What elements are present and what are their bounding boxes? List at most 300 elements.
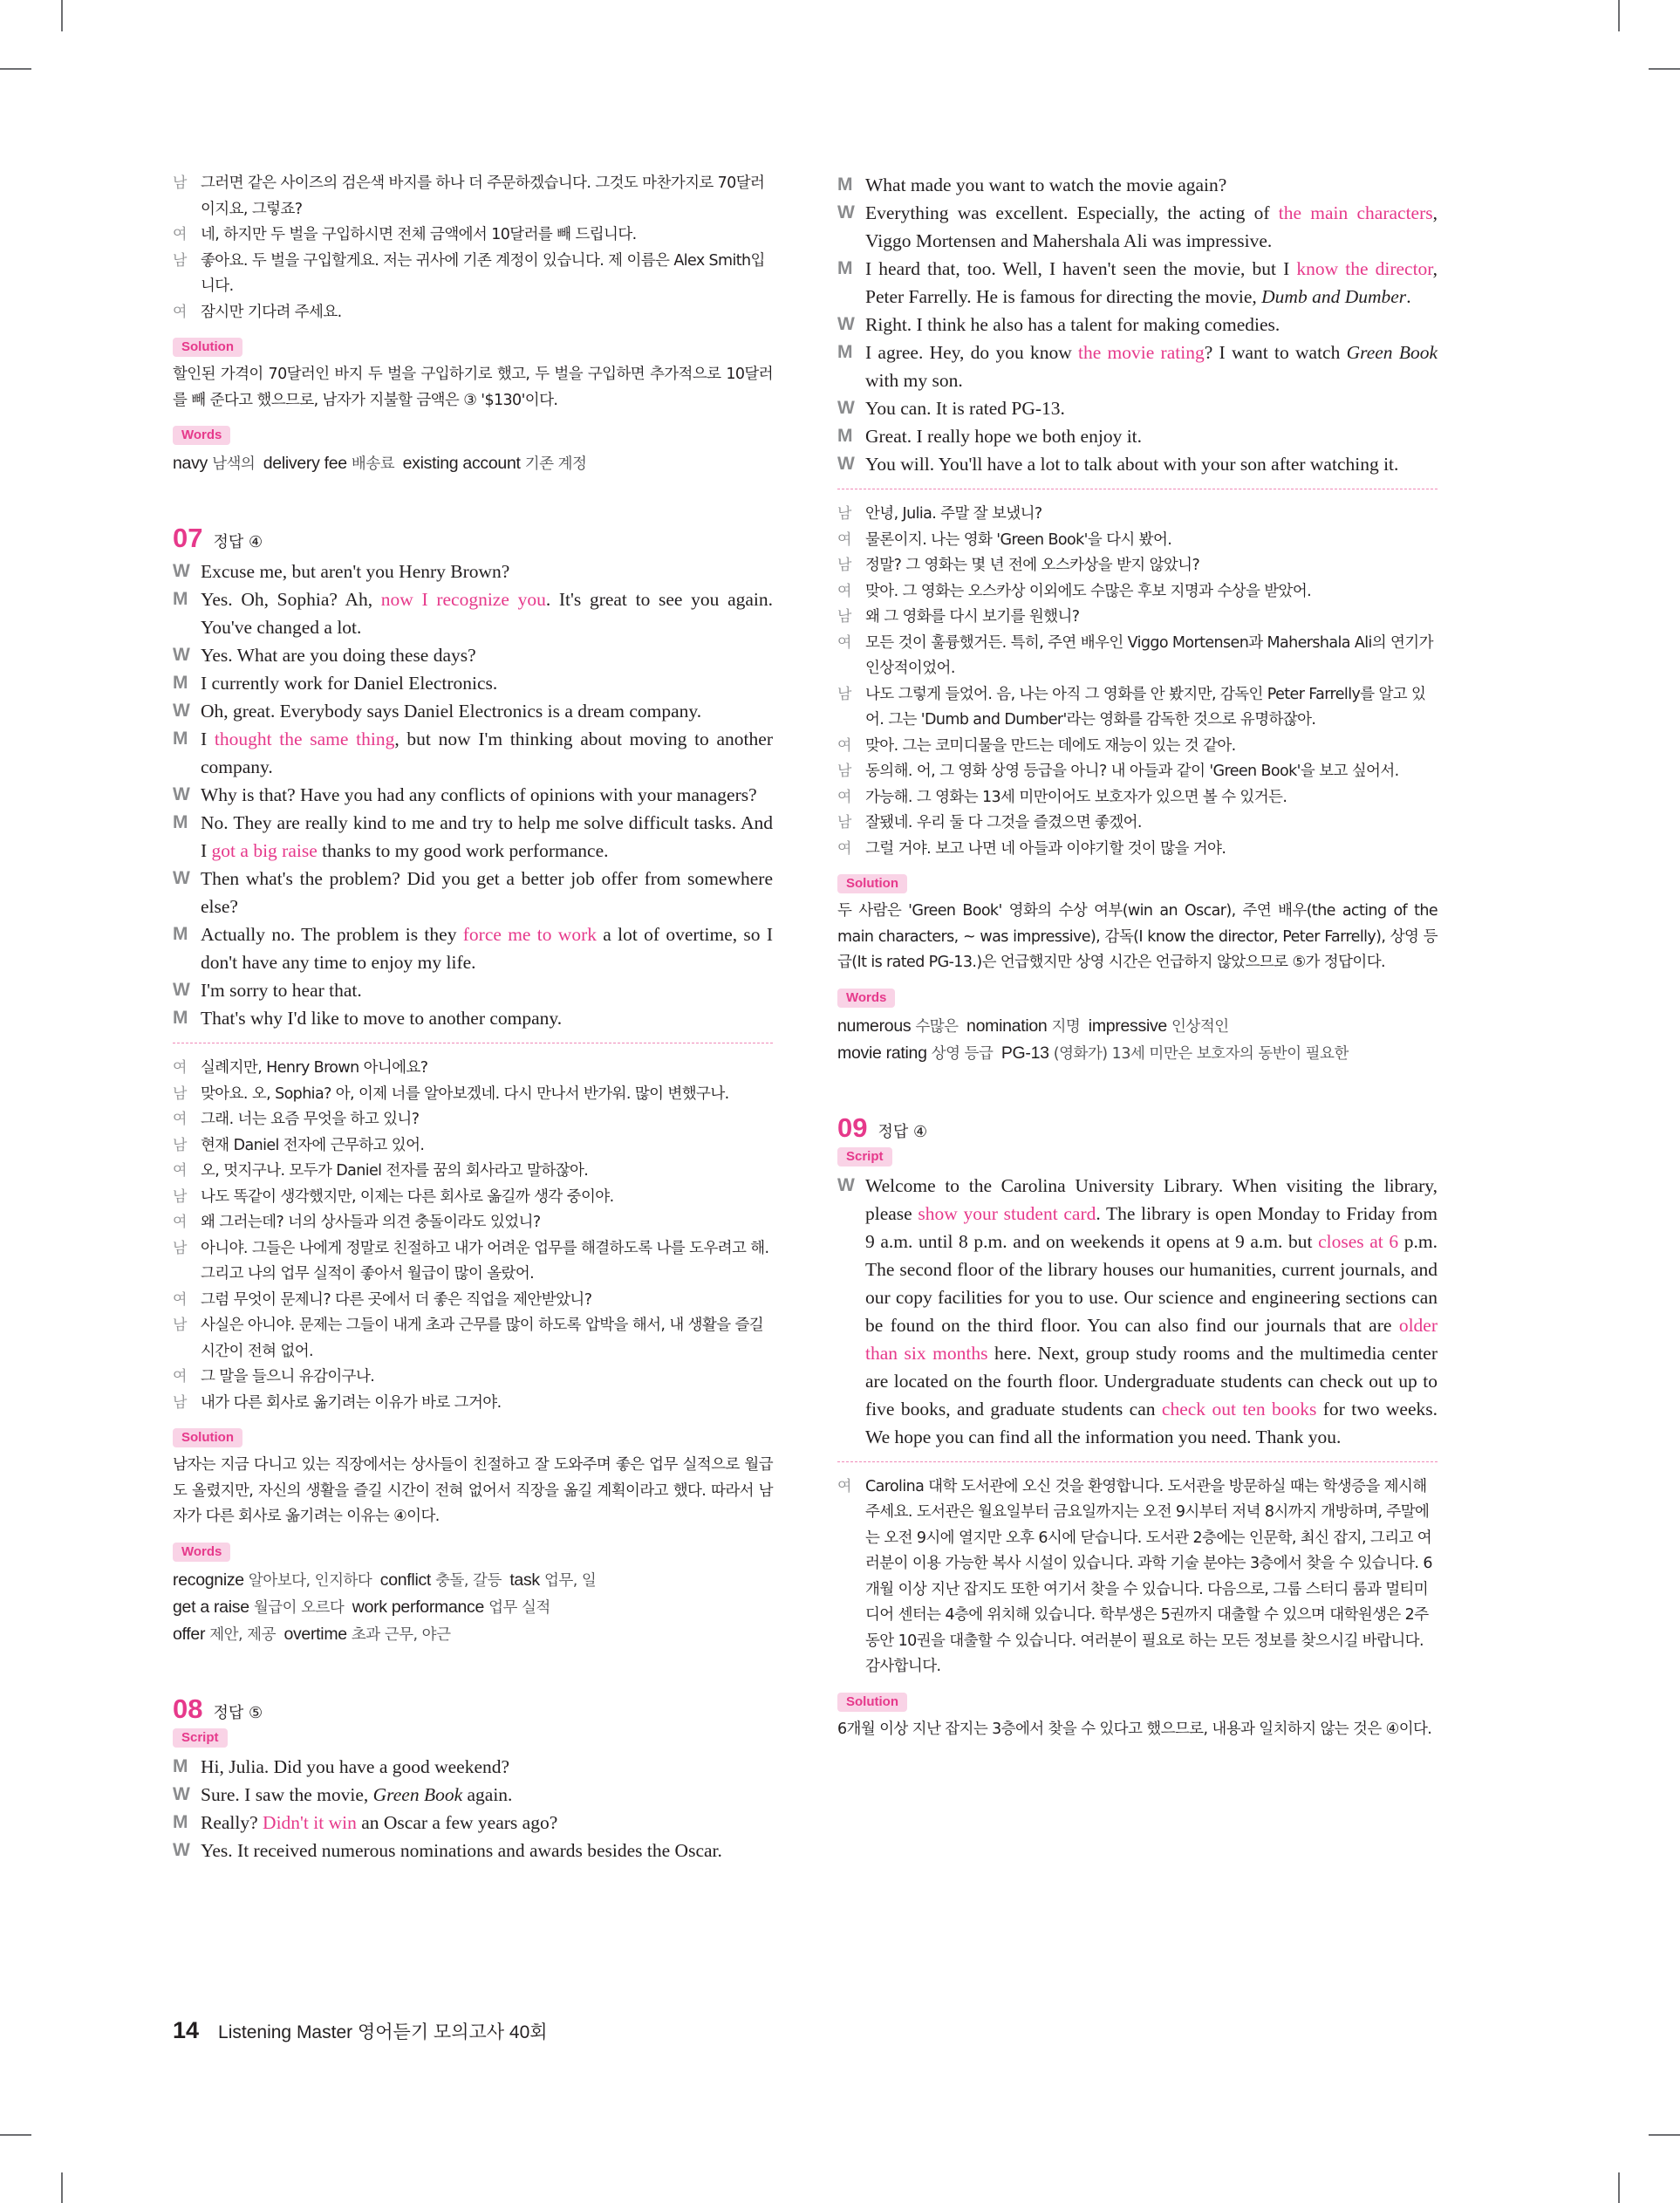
speaker-label: W — [837, 398, 855, 418]
q09-solution: 6개월 이상 지난 잡지는 3층에서 찾을 수 있다고 했으므로, 내용과 일치하지 않는 것은 ④이다. — [837, 1720, 1432, 1738]
vocab-word: existing account — [402, 454, 521, 473]
dashed-divider — [837, 1461, 1438, 1462]
line-text — [865, 255, 1438, 311]
translation-line — [173, 1107, 773, 1133]
speaker-label: M — [173, 1008, 188, 1028]
speaker-label: 여 — [173, 1214, 187, 1231]
line-text: 아니야. 그들은 나에게 정말로 친절하고 내가 어려운 업무를 해결하도록 나를 도우려고 해. 그리고 나의 업무 실적이 좋아서 월급이 많이 올랐어. — [201, 1239, 769, 1283]
line-text — [201, 725, 773, 781]
line-text: 그래. 너는 요즘 무엇을 하고 있니? — [201, 1111, 420, 1128]
solution-badge: Solution — [173, 338, 242, 357]
translation-line — [837, 734, 1438, 760]
script-line — [837, 255, 1438, 311]
q06-solution: 할인된 가격이 70달러인 바지 두 벌을 구입하기로 했고, 두 벌을 구입하면 추가적으로 10달러를 빼 준다고 했으므로, 남자가 지불할 금액은 ③ '$130'이다. — [173, 366, 773, 409]
vocab-meaning: 지명 — [1047, 1017, 1081, 1036]
q07-translation — [173, 1056, 773, 1416]
translation-line — [173, 249, 773, 300]
answer-label: 정답 ⑤ — [213, 1703, 263, 1722]
translation-line — [173, 1365, 773, 1391]
translation-line — [837, 605, 1438, 631]
line-text — [201, 920, 773, 976]
script-line — [837, 311, 1438, 339]
title-phrase: Green Book — [372, 1783, 463, 1805]
speaker-label: 여 — [837, 1477, 851, 1495]
script-line — [837, 339, 1438, 394]
vocab-word: PG-13 — [1000, 1043, 1049, 1063]
speaker-label: M — [837, 174, 853, 195]
solution-badge: Solution — [837, 874, 907, 893]
translation-line — [173, 1210, 773, 1236]
line-text: 잠시만 기다려 주세요. — [201, 303, 342, 321]
words-row — [837, 1013, 1438, 1040]
vocab-meaning: 수많은 — [911, 1017, 959, 1036]
speaker-label: 남 — [173, 1136, 187, 1154]
speaker-label: W — [173, 868, 190, 888]
speaker-label: 남 — [173, 1084, 187, 1103]
key-phrase: thought the same thing — [214, 729, 395, 749]
vocab-meaning: 업무 실적 — [484, 1598, 550, 1617]
crop-mark — [1649, 2134, 1680, 2136]
q08-words — [837, 1013, 1438, 1067]
speaker-label: 여 — [173, 303, 187, 321]
translation-line — [173, 1236, 773, 1288]
script-line — [173, 725, 773, 781]
words-row — [173, 1567, 773, 1594]
key-phrase: check out ten books — [1161, 1398, 1317, 1420]
speaker-label: 여 — [837, 633, 851, 652]
speaker-label: M — [837, 426, 853, 446]
text-run: , Viggo Mortensen and Mahershala Ali was impressive. — [865, 202, 1438, 251]
translation-line — [837, 631, 1438, 682]
script-line — [173, 585, 773, 641]
line-text — [865, 171, 1438, 199]
text-run: That's why I'd like to move to another company. — [201, 1008, 563, 1029]
script-line — [837, 171, 1438, 199]
key-phrase: got a big raise — [211, 840, 318, 861]
speaker-label: 여 — [173, 1290, 187, 1309]
line-text — [201, 1837, 773, 1864]
key-phrase: know the director — [1296, 258, 1433, 279]
text-run: Then what's the problem? Did you get a better job offer from somewhere else? — [201, 868, 773, 917]
script-line — [173, 1837, 773, 1864]
line-text — [865, 311, 1438, 339]
text-run: Right. I think he also has a talent for making comedies. — [865, 314, 1280, 335]
key-phrase: the movie rating — [1078, 342, 1205, 363]
script-line — [173, 1809, 773, 1837]
vocab-meaning: 월급이 오르다 — [249, 1598, 345, 1617]
line-text: 내가 다른 회사로 옮기려는 이유가 바로 그거야. — [201, 1393, 502, 1412]
vocab-meaning: 업무, 일 — [539, 1571, 597, 1590]
speaker-label: M — [173, 1811, 188, 1832]
line-text — [201, 697, 773, 725]
answer-label: 정답 ④ — [878, 1122, 928, 1141]
script-line — [173, 558, 773, 585]
text-run: thanks to my good work performance. — [317, 840, 609, 861]
speaker-label: 남 — [837, 608, 851, 626]
key-phrase: now I recognize you — [380, 589, 546, 610]
line-text — [201, 558, 773, 585]
words-badge: Words — [173, 426, 230, 445]
vocab-meaning: 충돌, 갈등 — [431, 1571, 502, 1590]
text-run: with my son. — [865, 370, 963, 391]
script-line — [837, 422, 1438, 450]
vocab-word: navy — [173, 454, 208, 473]
text-run: You will. You'll have a lot to talk about with your son after watching it. — [865, 454, 1399, 475]
crop-mark — [1618, 0, 1620, 31]
translation-line — [173, 171, 773, 222]
script-line — [173, 641, 773, 669]
crop-mark — [61, 2172, 63, 2203]
text-run: Excuse me, but aren't you Henry Brown? — [201, 561, 510, 582]
translation-line — [837, 579, 1438, 605]
text-run: I heard that, too. Well, I haven't seen the movie, but I — [865, 258, 1297, 279]
line-text — [201, 1809, 773, 1837]
key-phrase: Didn't it win — [263, 1811, 357, 1833]
speaker-label: 남 — [837, 557, 851, 574]
speaker-label: 여 — [837, 530, 851, 549]
speaker-label: M — [173, 729, 188, 749]
speaker-label: W — [173, 1839, 190, 1860]
speaker-label: M — [173, 924, 188, 944]
text-run: Yes. Oh, Sophia? Ah, — [201, 589, 381, 610]
vocab-word: overtime — [283, 1624, 347, 1644]
script-line — [173, 669, 773, 697]
speaker-label: 남 — [173, 174, 187, 192]
solution-badge: Solution — [173, 1428, 242, 1447]
translation-line — [837, 785, 1438, 811]
translation-line — [173, 1082, 773, 1108]
translation-line — [173, 1133, 773, 1160]
translation-line — [837, 759, 1438, 785]
translation-line — [173, 1056, 773, 1082]
q08-header — [173, 1692, 773, 1727]
title-phrase: Green Book — [1346, 342, 1438, 363]
line-text: 잘됐네. 우리 둘 다 그것을 즐겼으면 좋겠어. — [865, 814, 1142, 831]
text-run: Sure. I saw the movie, — [201, 1783, 373, 1805]
speaker-label: W — [837, 314, 855, 334]
vocab-word: delivery fee — [263, 454, 347, 473]
speaker-label: 여 — [173, 1111, 187, 1128]
text-run: Why is that? Have you had any conflicts of opinions with your managers? — [201, 784, 757, 805]
speaker-label: W — [173, 645, 190, 665]
line-text: 좋아요. 두 벌을 구입할게요. 저는 귀사에 기존 계정이 있습니다. 제 이름은 Alex Smith입니다. — [201, 251, 765, 295]
vocab-meaning: 배송료 — [346, 455, 395, 473]
page-number: 14 — [173, 2017, 200, 2043]
question-number: 09 — [837, 1112, 868, 1143]
q06-words — [173, 450, 773, 477]
speaker-label: 남 — [173, 251, 187, 270]
solution-badge: Solution — [837, 1693, 907, 1712]
title-phrase: Dumb and Dumber — [1261, 286, 1407, 307]
vocab-meaning: 초과 근무, 야근 — [346, 1625, 451, 1644]
line-text: 나도 그렇게 들었어. 음, 나는 아직 그 영화를 안 봤지만, 감독인 Peter Farrelly를 알고 있어. 그는 'Dumb and Dumber'라는 영화를 감독한 것으로 유명하잖아. — [865, 685, 1426, 729]
text-run: Great. I really hope we both enjoy it. — [865, 426, 1143, 447]
crop-mark — [1618, 2172, 1620, 2203]
crop-mark — [0, 68, 31, 70]
text-run: . It's great to see you again. You've changed a lot. — [201, 589, 774, 638]
speaker-label: M — [173, 812, 188, 832]
q08-script — [173, 1753, 773, 1864]
line-text: 실례지만, Henry Brown 아니에요? — [201, 1059, 428, 1077]
speaker-label: 남 — [837, 814, 851, 831]
script-line — [173, 781, 773, 809]
line-text: 그럼 무엇이 문제니? 다른 곳에서 더 좋은 직업을 제안받았니? — [201, 1290, 592, 1309]
text-run: I — [201, 729, 215, 749]
line-text: 물론이지. 나는 영화 'Green Book'을 다시 봤어. — [865, 530, 1172, 549]
speaker-label: W — [837, 202, 855, 222]
translation-line — [173, 1159, 773, 1185]
text-run: Yes. It received numerous nominations and awards besides the Oscar. — [201, 1839, 722, 1861]
speaker-label: 남 — [173, 1317, 187, 1334]
speaker-label: M — [837, 258, 853, 278]
line-text: 사실은 아니야. 문제는 그들이 내게 초과 근무를 많이 하도록 압박을 해서, 내 생활을 즐길 시간이 전혀 없어. — [201, 1317, 764, 1360]
speaker-label: M — [173, 673, 188, 693]
script-line — [837, 450, 1438, 478]
script-line — [173, 865, 773, 920]
speaker-label: M — [837, 342, 853, 362]
speaker-label: M — [173, 589, 188, 609]
page-footer — [173, 2017, 548, 2044]
line-text — [201, 1004, 773, 1032]
vocab-word: numerous — [837, 1016, 912, 1036]
text-run: What made you want to watch the movie again? — [865, 174, 1227, 195]
speaker-label: W — [173, 980, 190, 1000]
text-run: Everything was excellent. Especially, the acting of — [865, 202, 1279, 223]
text-run: . — [1406, 286, 1411, 307]
translation-line — [837, 1474, 1438, 1680]
line-text: 그러면 같은 사이즈의 검은색 바지를 하나 더 주문하겠습니다. 그것도 마찬가지로 70달러이지요, 그렇죠? — [201, 174, 765, 218]
line-text: 맞아. 그는 코미디물을 만드는 데에도 재능이 있는 것 같아. — [865, 736, 1236, 755]
line-text: Carolina 대학 도서관에 오신 것을 환영합니다. 도서관을 방문하실 때는 학생증을 제시해 주세요. 도서관은 월요일부터 금요일까지는 오전 9시부터 저녁 8시까지 개방하며, 주말에는 오전 9시에 열지만 오후 6시에 닫습니다. 도서관 2층에는 인문학, 최신 잡지, 그리고 여러분이 이용 가능한 복사 시설이 있습니다. 과학 기술 분야는 3층에서 찾을 수 있습니다. 6개월 이상 지난 잡지도 또한 여기서 찾을 수 있습니다. 다음으로, 그룹 스터디 룸과 멀티미디어 센터는 4층에 위치해 있습니다. 학부생은 5권까지 대출할 수 있으며 대학원생은 2주 동안 10권을 대출할 수 있습니다. 여러분이 필요로 하는 모든 정보를 찾으시길 바랍니다. 감사합니다. — [865, 1477, 1432, 1675]
line-text: 왜 그 영화를 다시 보기를 원했니? — [865, 608, 1080, 626]
key-phrase: force me to work — [462, 924, 597, 945]
speaker-label: 여 — [173, 1368, 187, 1385]
vocab-meaning: 기존 계정 — [520, 455, 587, 473]
line-text — [865, 199, 1438, 255]
line-text: 안녕, Julia. 주말 잘 보냈니? — [865, 505, 1042, 523]
vocab-word: offer — [173, 1624, 206, 1644]
question-number: 07 — [173, 523, 203, 553]
speaker-label: 남 — [837, 685, 851, 703]
line-text — [201, 1781, 773, 1809]
words-row — [837, 1040, 1438, 1067]
crop-mark — [61, 0, 63, 31]
translation-line — [173, 1288, 773, 1314]
line-text — [201, 865, 773, 920]
speaker-label: 남 — [837, 505, 851, 523]
translation-line — [173, 1391, 773, 1417]
script-line — [173, 920, 773, 976]
text-run: I'm sorry to hear that. — [201, 980, 362, 1001]
vocab-meaning: 알아보다, 인지하다 — [243, 1571, 372, 1590]
speaker-label: 여 — [837, 839, 851, 858]
text-run: p.m. The second floor of the library houses our humanities, current journals, and our copy facilities for you to use. Our science and engineering sections can be found on the third floor. You can also find our journals that are — [865, 1230, 1438, 1336]
script-badge: Script — [173, 1728, 228, 1748]
line-text: 네, 하지만 두 벌을 구입하시면 전체 금액에서 10달러를 빼 드립니다. — [201, 226, 637, 243]
answer-label: 정답 ④ — [213, 533, 263, 551]
q07-words — [173, 1567, 773, 1648]
translation-line — [173, 1185, 773, 1211]
left-column — [173, 171, 773, 1864]
speaker-label: 여 — [173, 226, 187, 243]
script-line — [837, 1172, 1438, 1451]
text-run: I agree. Hey, do you know — [865, 342, 1079, 363]
text-run: a lot of overtime, so I don't have any time to enjoy my life. — [201, 924, 773, 973]
vocab-word: nomination — [966, 1016, 1048, 1036]
q08-translation — [837, 502, 1438, 862]
q09-header — [837, 1111, 1438, 1146]
line-text: 나도 똑같이 생각했지만, 이제는 다른 회사로 옮길까 생각 중이야. — [201, 1187, 614, 1206]
line-text: 가능해. 그 영화는 13세 미만이어도 보호자가 있으면 볼 수 있거든. — [865, 788, 1287, 806]
q07-header — [173, 521, 773, 556]
text-run: Yes. What are you doing these days? — [201, 645, 476, 666]
line-text: 정말? 그 영화는 몇 년 전에 오스카상을 받지 않았니? — [865, 557, 1200, 574]
text-run: I currently work for Daniel Electronics. — [201, 673, 498, 694]
vocab-word: conflict — [379, 1570, 432, 1590]
text-run: , Peter Farrelly. He is famous for directing the movie, — [865, 258, 1438, 307]
line-text: 현재 Daniel 전자에 근무하고 있어. — [201, 1136, 425, 1154]
key-phrase: older than six months — [865, 1314, 1438, 1364]
q08-script-continued — [837, 171, 1438, 478]
words-row — [173, 450, 773, 477]
line-text: 오, 멋지구나. 모두가 Daniel 전자를 꿈의 회사라고 말하잖아. — [201, 1162, 589, 1180]
speaker-label: 여 — [837, 736, 851, 755]
script-line — [173, 1781, 773, 1809]
text-run: Really? — [201, 1811, 263, 1833]
key-phrase: the main characters — [1278, 202, 1433, 223]
text-run: Oh, great. Everybody says Daniel Electronics is a dream company. — [201, 701, 702, 722]
vocab-word: work performance — [352, 1597, 485, 1617]
translation-line — [837, 682, 1438, 734]
speaker-label: 남 — [173, 1187, 187, 1206]
script-line — [173, 976, 773, 1004]
vocab-meaning: (영화가) 13세 미만은 보호자의 동반이 필요한 — [1048, 1044, 1349, 1063]
speaker-label: W — [837, 1174, 855, 1195]
translation-line — [837, 553, 1438, 579]
speaker-label: 여 — [173, 1162, 187, 1180]
translation-line — [837, 837, 1438, 863]
vocab-word: get a raise — [173, 1597, 249, 1617]
speaker-label: W — [173, 784, 190, 804]
text-run: again. — [462, 1783, 513, 1805]
key-phrase: closes at 6 — [1318, 1230, 1399, 1252]
vocab-meaning: 상영 등급 — [926, 1044, 994, 1063]
script-line — [837, 394, 1438, 422]
q08-solution: 두 사람은 'Green Book' 영화의 수상 여부(win an Oscar), 주연 배우(the acting of the main characters, ~ was impressive), 감독(I know the director, Peter Farrelly), 상영 등급(It is rated PG-13.)은 언급했지만 상영 시간은 언급하지 않았으므로 ⑤가 정답이다. — [837, 902, 1438, 971]
text-run: ? I want to watch — [1204, 342, 1347, 363]
vocab-meaning: 남색의 — [208, 455, 256, 473]
translation-line — [837, 811, 1438, 837]
q09-script — [837, 1172, 1438, 1451]
line-text — [201, 781, 773, 809]
text-run: No. They are really kind to me and try to help me solve difficult tasks. And I — [201, 812, 773, 861]
speaker-label: 여 — [173, 1059, 187, 1077]
q07-script — [173, 558, 773, 1032]
text-run: . The library is open Monday to Friday from 9 a.m. until 8 p.m. and on weekends it opens at 9 a.m. but — [865, 1202, 1438, 1252]
vocab-meaning: 인상적인 — [1166, 1017, 1229, 1036]
speaker-label: 남 — [837, 763, 851, 780]
translation-line — [837, 502, 1438, 528]
words-badge: Words — [173, 1543, 230, 1562]
speaker-label: W — [837, 454, 855, 474]
words-badge: Words — [837, 989, 895, 1008]
text-run: You can. It is rated PG-13. — [865, 398, 1065, 419]
crop-mark — [1649, 68, 1680, 70]
right-column — [837, 171, 1438, 1742]
line-text — [201, 976, 773, 1004]
key-phrase: show your student card — [918, 1202, 1096, 1224]
line-text — [865, 1172, 1438, 1451]
line-text — [201, 585, 773, 641]
line-text — [201, 1753, 773, 1781]
script-line — [837, 199, 1438, 255]
text-run: Hi, Julia. Did you have a good weekend? — [201, 1755, 510, 1777]
speaker-label: 여 — [837, 582, 851, 600]
text-run: , but now I'm thinking about moving to another company. — [201, 729, 773, 777]
q07-solution: 남자는 지금 다니고 있는 직장에서는 상사들이 친절하고 잘 도와주며 좋은 업무 실적으로 월급도 올렸지만, 자신의 생활을 즐길 시간이 전혀 없어서 직장을 옮길 계획이라고 했다. 따라서 남자가 다른 회사로 옮기려는 이유는 ④이다. — [173, 1456, 773, 1525]
book-title: Listening Master 영어듣기 모의고사 40회 — [218, 2022, 548, 2042]
speaker-label: W — [173, 561, 190, 581]
script-badge: Script — [837, 1147, 892, 1166]
script-line — [173, 809, 773, 865]
text-run: here. Next, group study rooms and the multimedia center are located on the fourth floor. Undergraduate students can check out up to five books, and graduate students can — [865, 1342, 1438, 1420]
words-row — [173, 1621, 773, 1648]
q06-translation — [173, 171, 773, 325]
line-text: 맞아. 그 영화는 오스카상 이외에도 수많은 후보 지명과 수상을 받았어. — [865, 582, 1312, 600]
speaker-label: 여 — [837, 788, 851, 806]
line-text: 모든 것이 훌륭했거든. 특히, 주연 배우인 Viggo Mortensen과 Mahershala Ali의 연기가 인상적이었어. — [865, 633, 1433, 677]
speaker-label: 남 — [173, 1239, 187, 1257]
line-text — [865, 394, 1438, 422]
line-text — [865, 339, 1438, 394]
translation-line — [173, 1313, 773, 1365]
text-run: for two weeks. We hope you can find all the information you need. Thank you. — [865, 1398, 1438, 1447]
speaker-label: 남 — [173, 1393, 187, 1412]
line-text — [201, 641, 773, 669]
vocab-word: movie rating — [837, 1043, 927, 1063]
speaker-label: M — [173, 1755, 188, 1776]
line-text: 왜 그러는데? 너의 상사들과 의견 충돌이라도 있었니? — [201, 1214, 541, 1231]
words-row — [173, 1594, 773, 1621]
q09-translation — [837, 1474, 1438, 1680]
script-line — [173, 1753, 773, 1781]
speaker-label: W — [173, 1783, 190, 1804]
script-line — [173, 697, 773, 725]
line-text: 맞아요. 오, Sophia? 아, 이제 너를 알아보겠네. 다시 만나서 반가워. 많이 변했구나. — [201, 1084, 729, 1103]
vocab-word: impressive — [1088, 1016, 1167, 1036]
text-run: Actually no. The problem is they — [201, 924, 463, 945]
line-text — [201, 669, 773, 697]
question-number: 08 — [173, 1693, 203, 1724]
vocab-word: recognize — [173, 1570, 244, 1590]
line-text — [201, 809, 773, 865]
text-run: an Oscar a few years ago? — [356, 1811, 558, 1833]
crop-mark — [0, 2134, 31, 2136]
vocab-meaning: 제안, 제공 — [205, 1625, 276, 1644]
line-text — [865, 450, 1438, 478]
line-text — [865, 422, 1438, 450]
line-text: 그 말을 들으니 유감이구나. — [201, 1368, 375, 1385]
translation-line — [173, 222, 773, 249]
line-text: 동의해. 어, 그 영화 상영 등급을 아니? 내 아들과 같이 'Green Book'을 보고 싶어서. — [865, 763, 1399, 780]
translation-line — [837, 528, 1438, 554]
vocab-word: task — [509, 1570, 540, 1590]
translation-line — [173, 300, 773, 326]
script-line — [173, 1004, 773, 1032]
text-run: Welcome to the Carolina University Library. When visiting the library, please — [865, 1174, 1438, 1224]
line-text: 그럴 거야. 보고 나면 네 아들과 이야기할 것이 많을 거야. — [865, 839, 1226, 858]
speaker-label: W — [173, 701, 190, 721]
